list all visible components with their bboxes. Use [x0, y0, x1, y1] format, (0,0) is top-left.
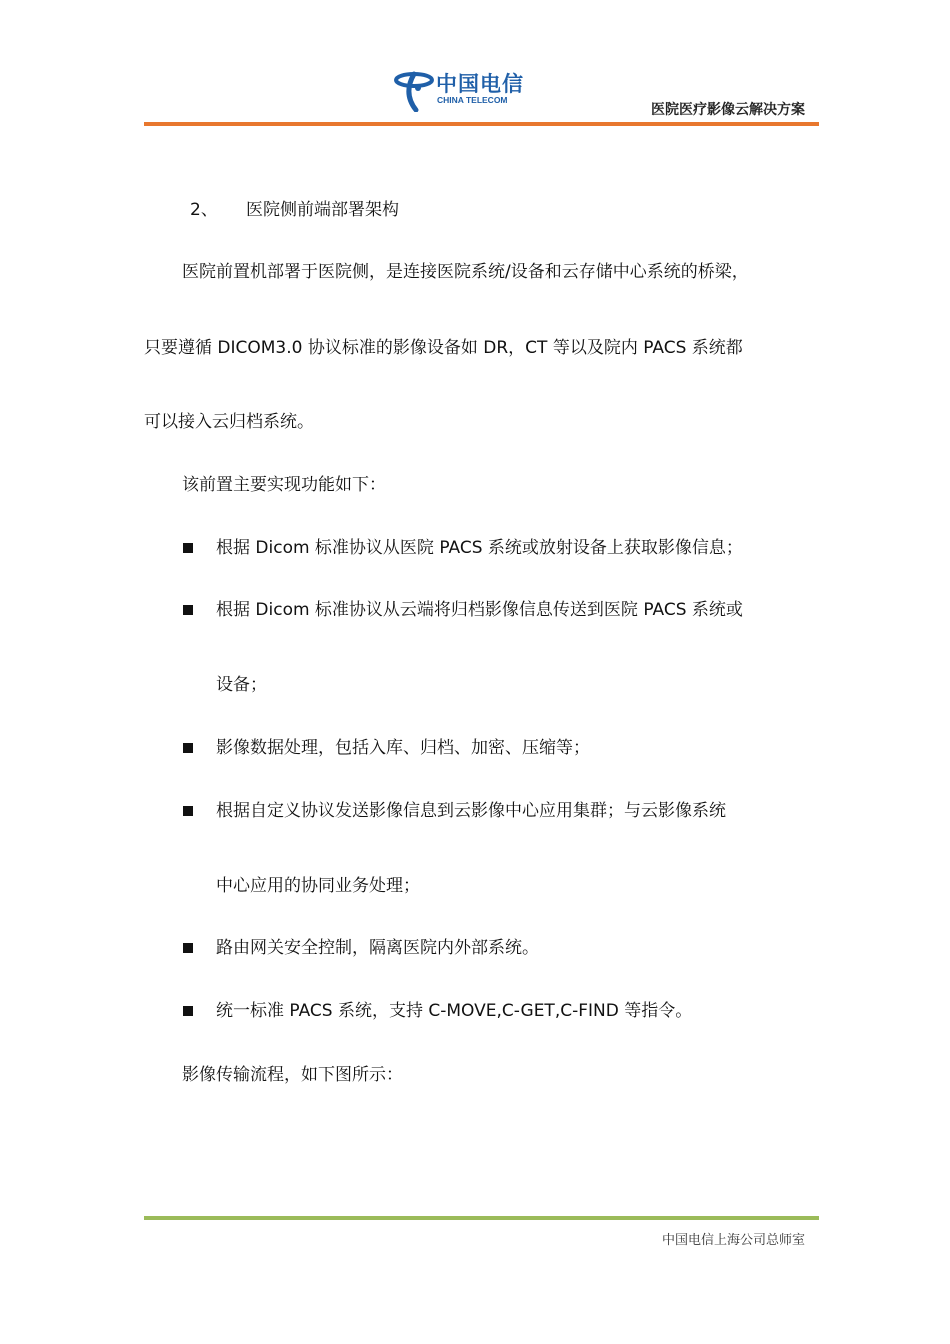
- china-telecom-logo: [394, 66, 524, 112]
- list-item-2-line-2: 设备；: [216, 675, 267, 695]
- footer-text: 中国电信上海公司总师室: [661, 1233, 805, 1248]
- intro-line-2: 只要遵循 DICOM3.0 协议标准的影像设备如 DR，CT 等以及院内 PACS 系统都: [144, 338, 743, 358]
- header-divider: [144, 122, 819, 126]
- document-header-title: 医院医疗影像云解决方案: [651, 102, 805, 118]
- logo-chinese-text: 中国电信: [436, 72, 524, 96]
- intro-line-3: 可以接入云归档系统。: [144, 412, 314, 432]
- intro-line-1: 医院前置机部署于医院侧，是连接医院系统/设备和云存储中心系统的桥梁，: [182, 262, 749, 282]
- bullet-marker: [183, 1006, 193, 1016]
- bullet-marker: [183, 943, 193, 953]
- list-item-2-line-1: 根据 Dicom 标准协议从云端将归档影像信息传送到医院 PACS 系统或: [216, 600, 743, 620]
- section-number: 2、: [190, 200, 218, 220]
- bullet-marker: [183, 806, 193, 816]
- china-telecom-logo-icon: [394, 66, 434, 112]
- bullet-marker: [183, 543, 193, 553]
- footer-divider: [144, 1216, 819, 1220]
- bullet-marker: [183, 743, 193, 753]
- section-title: 医院侧前端部署架构: [246, 200, 399, 220]
- functions-lead: 该前置主要实现功能如下：: [182, 475, 386, 495]
- list-item-1-line-1: 根据 Dicom 标准协议从医院 PACS 系统或放射设备上获取影像信息；: [216, 538, 743, 558]
- list-item-3-line-1: 影像数据处理，包括入库、归档、加密、压缩等；: [216, 738, 590, 758]
- list-item-4-line-2: 中心应用的协同业务处理；: [216, 876, 420, 896]
- logo-english-text: CHINA TELECOM: [437, 95, 508, 105]
- list-item-5-line-1: 路由网关安全控制，隔离医院内外部系统。: [216, 938, 539, 958]
- bullet-marker: [183, 605, 193, 615]
- list-item-6-line-1: 统一标准 PACS 系统，支持 C-MOVE,C-GET,C-FIND 等指令。: [216, 1001, 693, 1021]
- list-item-4-line-1: 根据自定义协议发送影像信息到云影像中心应用集群；与云影像系统: [216, 801, 726, 821]
- flow-lead: 影像传输流程，如下图所示：: [182, 1065, 403, 1085]
